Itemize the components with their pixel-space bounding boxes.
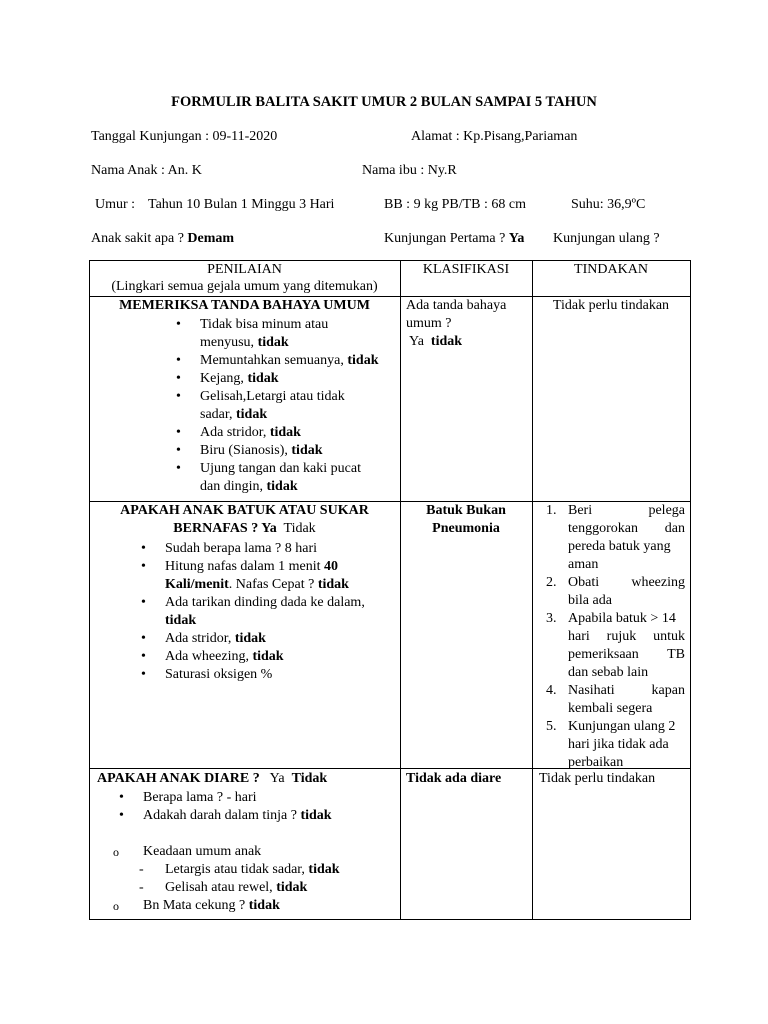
list-item bbox=[200, 316, 400, 352]
klasifikasi-line: Pneumonia bbox=[432, 521, 500, 536]
item-value: tidak bbox=[291, 443, 323, 458]
item-value: tidak bbox=[247, 371, 279, 386]
list-item bbox=[200, 370, 400, 388]
header-klasifikasi: KLASIFIKASI bbox=[422, 262, 510, 277]
diare-heading-question: APAKAH ANAK DIARE ? bbox=[97, 771, 260, 786]
item-number: 3. bbox=[546, 611, 557, 626]
umur-value: Tahun 10 Bulan 1 Minggu 3 Hari bbox=[148, 197, 335, 212]
item-text: bila ada bbox=[568, 593, 612, 608]
item-text: Bn Mata cekung ? bbox=[143, 898, 249, 913]
item-text: aman bbox=[568, 557, 599, 572]
item-text: kembali segera bbox=[568, 701, 653, 716]
item-text: perbaikan bbox=[568, 755, 624, 770]
item-text: Adakah darah dalam tinja ? bbox=[143, 808, 301, 823]
item-text: Gelisah,Letargi atau tidak bbox=[200, 389, 345, 404]
item-text: Ada tarikan dinding dada ke dalam, bbox=[165, 595, 365, 610]
klasifikasi-value: tidak bbox=[430, 334, 463, 349]
item-text: pereda batuk yang bbox=[568, 539, 671, 554]
item-text: Gelisah atau rewel, bbox=[165, 880, 277, 895]
item-number: 4. bbox=[546, 683, 557, 698]
item-text: tenggorokan dan bbox=[568, 521, 685, 536]
item-text: Tidak bisa minum atau bbox=[200, 317, 329, 332]
list-item bbox=[165, 666, 400, 684]
tanggal-kunjungan: Tanggal Kunjungan : 09-11-2020 bbox=[91, 129, 278, 144]
list-item bbox=[165, 558, 400, 594]
batuk-klasifikasi bbox=[400, 502, 532, 538]
anak-sakit bbox=[91, 230, 234, 247]
list-item bbox=[546, 574, 685, 610]
list-item bbox=[200, 460, 400, 496]
list-item bbox=[165, 630, 400, 648]
item-text: pemeriksaan TB bbox=[568, 647, 685, 662]
item-value: tidak bbox=[234, 631, 266, 646]
item-text: . Nafas Cepat ? bbox=[228, 577, 318, 592]
table-border-bottom bbox=[89, 919, 691, 920]
item-value: Kali/menit bbox=[165, 577, 229, 592]
list-item bbox=[165, 594, 400, 630]
item-text: menyusu, bbox=[200, 335, 258, 350]
nama-anak: Nama Anak : An. K bbox=[91, 163, 202, 178]
header-tindakan: TINDAKAN bbox=[574, 262, 648, 277]
list-item bbox=[143, 807, 400, 825]
klasifikasi-answer bbox=[406, 333, 506, 351]
item-value: tidak bbox=[235, 407, 268, 422]
batuk-tindakan-list bbox=[546, 502, 685, 772]
item-value: tidak bbox=[165, 613, 197, 628]
anak-sakit-label: Anak sakit apa ? bbox=[91, 231, 184, 246]
list-item bbox=[165, 879, 400, 897]
klasifikasi-line: Ada tanda bahaya bbox=[406, 298, 507, 313]
item-text: hari rujuk untuk bbox=[568, 629, 685, 644]
item-text: Beri pelega bbox=[568, 503, 685, 518]
bahaya-tindakan: Tidak perlu tindakan bbox=[552, 298, 670, 313]
list-item bbox=[143, 897, 400, 915]
page-title: FORMULIR BALITA SAKIT UMUR 2 BULAN SAMPAI 5 TAHUN bbox=[171, 94, 597, 110]
bahaya-heading: MEMERIKSA TANDA BAHAYA UMUM bbox=[119, 298, 370, 313]
list-item bbox=[200, 442, 400, 460]
anak-sakit-value: Demam bbox=[187, 231, 235, 246]
list-item bbox=[165, 648, 400, 666]
header-penilaian bbox=[89, 261, 400, 295]
kunjungan-pertama bbox=[384, 230, 524, 247]
diare-tindakan: Tidak perlu tindakan bbox=[539, 771, 656, 786]
list-item bbox=[546, 610, 685, 682]
item-text: dan sebab lain bbox=[568, 665, 649, 680]
item-value: tidak bbox=[248, 898, 280, 913]
item-text: Berapa lama ? - hari bbox=[143, 790, 257, 805]
bahaya-list bbox=[200, 316, 400, 496]
keadaan-list bbox=[143, 843, 400, 861]
item-value: tidak bbox=[317, 577, 349, 592]
list-item bbox=[165, 540, 400, 558]
batuk-heading-tidak: Tidak bbox=[276, 521, 316, 536]
item-number: 1. bbox=[546, 503, 557, 518]
item-value: tidak bbox=[300, 808, 332, 823]
item-text: Keadaan umum anak bbox=[143, 844, 262, 859]
item-value: 40 bbox=[324, 559, 339, 574]
item-value: tidak bbox=[347, 353, 379, 368]
item-text: sadar, bbox=[200, 407, 236, 422]
header-penilaian-title: PENILAIAN bbox=[207, 262, 282, 277]
item-text: Saturasi oksigen % bbox=[165, 667, 273, 682]
diare-heading-ya: Ya bbox=[259, 771, 292, 786]
mata-list bbox=[143, 897, 400, 915]
batuk-heading-line-1: APAKAH ANAK BATUK ATAU SUKAR bbox=[120, 503, 369, 518]
table-border-left bbox=[89, 260, 90, 920]
kunjungan-pertama-value: Ya bbox=[508, 231, 525, 246]
table-border-right bbox=[690, 260, 691, 920]
item-value: tidak bbox=[257, 335, 289, 350]
item-value: tidak bbox=[266, 479, 298, 494]
item-value: tidak bbox=[308, 862, 340, 877]
list-item bbox=[546, 718, 685, 772]
kunjungan-pertama-label: Kunjungan Pertama ? bbox=[384, 231, 506, 246]
diare-klasifikasi: Tidak ada diare bbox=[406, 771, 502, 786]
item-text: Apabila batuk > 14 bbox=[568, 611, 676, 626]
item-text: Kunjungan ulang 2 bbox=[568, 719, 676, 734]
assessment-table bbox=[89, 260, 691, 920]
item-text: Memuntahkan semuanya, bbox=[200, 353, 348, 368]
item-text: Ujung tangan dan kaki pucat bbox=[200, 461, 361, 476]
diare-heading bbox=[97, 770, 327, 788]
item-text: Hitung nafas dalam 1 menit bbox=[165, 559, 325, 574]
item-value: tidak bbox=[252, 649, 284, 664]
bb-pb: BB : 9 kg PB/TB : 68 cm bbox=[384, 197, 526, 212]
item-text: Letargis atau tidak sadar, bbox=[165, 862, 309, 877]
item-text: Ada stridor, bbox=[200, 425, 270, 440]
list-item bbox=[165, 861, 400, 879]
list-item bbox=[546, 502, 685, 574]
item-text: Kejang, bbox=[200, 371, 248, 386]
batuk-heading-question: BERNAFAS ? Ya bbox=[173, 521, 277, 536]
bahaya-klasifikasi bbox=[406, 297, 506, 351]
item-text: Biru (Sianosis), bbox=[200, 443, 292, 458]
header-penilaian-sub: (Lingkari semua gejala umum yang ditemukan) bbox=[111, 279, 378, 294]
klasifikasi-line: umum ? bbox=[406, 316, 452, 331]
list-item bbox=[200, 424, 400, 442]
item-value: tidak bbox=[269, 425, 301, 440]
alamat: Alamat : Kp.Pisang,Pariaman bbox=[411, 129, 578, 144]
list-item bbox=[546, 682, 685, 718]
item-text: Ada stridor, bbox=[165, 631, 235, 646]
klasifikasi-ya: Ya bbox=[406, 334, 431, 349]
diare-heading-value: Tidak bbox=[291, 771, 328, 786]
item-text: dan dingin, bbox=[200, 479, 267, 494]
batuk-list bbox=[165, 540, 400, 684]
list-item bbox=[200, 388, 400, 424]
table-divider-2 bbox=[532, 260, 533, 920]
keadaan-sub-list bbox=[165, 861, 400, 897]
diare-list bbox=[143, 789, 400, 825]
klasifikasi-line: Batuk Bukan bbox=[426, 503, 506, 518]
item-text: Ada wheezing, bbox=[165, 649, 253, 664]
batuk-heading-line-2 bbox=[89, 520, 400, 538]
item-text: Nasihati kapan bbox=[568, 683, 685, 698]
table-divider-1 bbox=[400, 260, 401, 920]
item-text: Sudah berapa lama ? 8 hari bbox=[165, 541, 317, 556]
umur-label: Umur : bbox=[95, 197, 136, 212]
kunjungan-ulang: Kunjungan ulang ? bbox=[553, 231, 660, 246]
item-value: tidak bbox=[276, 880, 308, 895]
item-text: hari jika tidak ada bbox=[568, 737, 669, 752]
nama-ibu: Nama ibu : Ny.R bbox=[362, 163, 457, 178]
list-item bbox=[143, 843, 400, 861]
item-text: Obati wheezing bbox=[568, 575, 685, 590]
item-number: 5. bbox=[546, 719, 557, 734]
batuk-heading bbox=[89, 502, 400, 538]
list-item bbox=[200, 352, 400, 370]
list-item bbox=[143, 789, 400, 807]
suhu: Suhu: 36,9ºC bbox=[571, 197, 646, 212]
item-number: 2. bbox=[546, 575, 557, 590]
